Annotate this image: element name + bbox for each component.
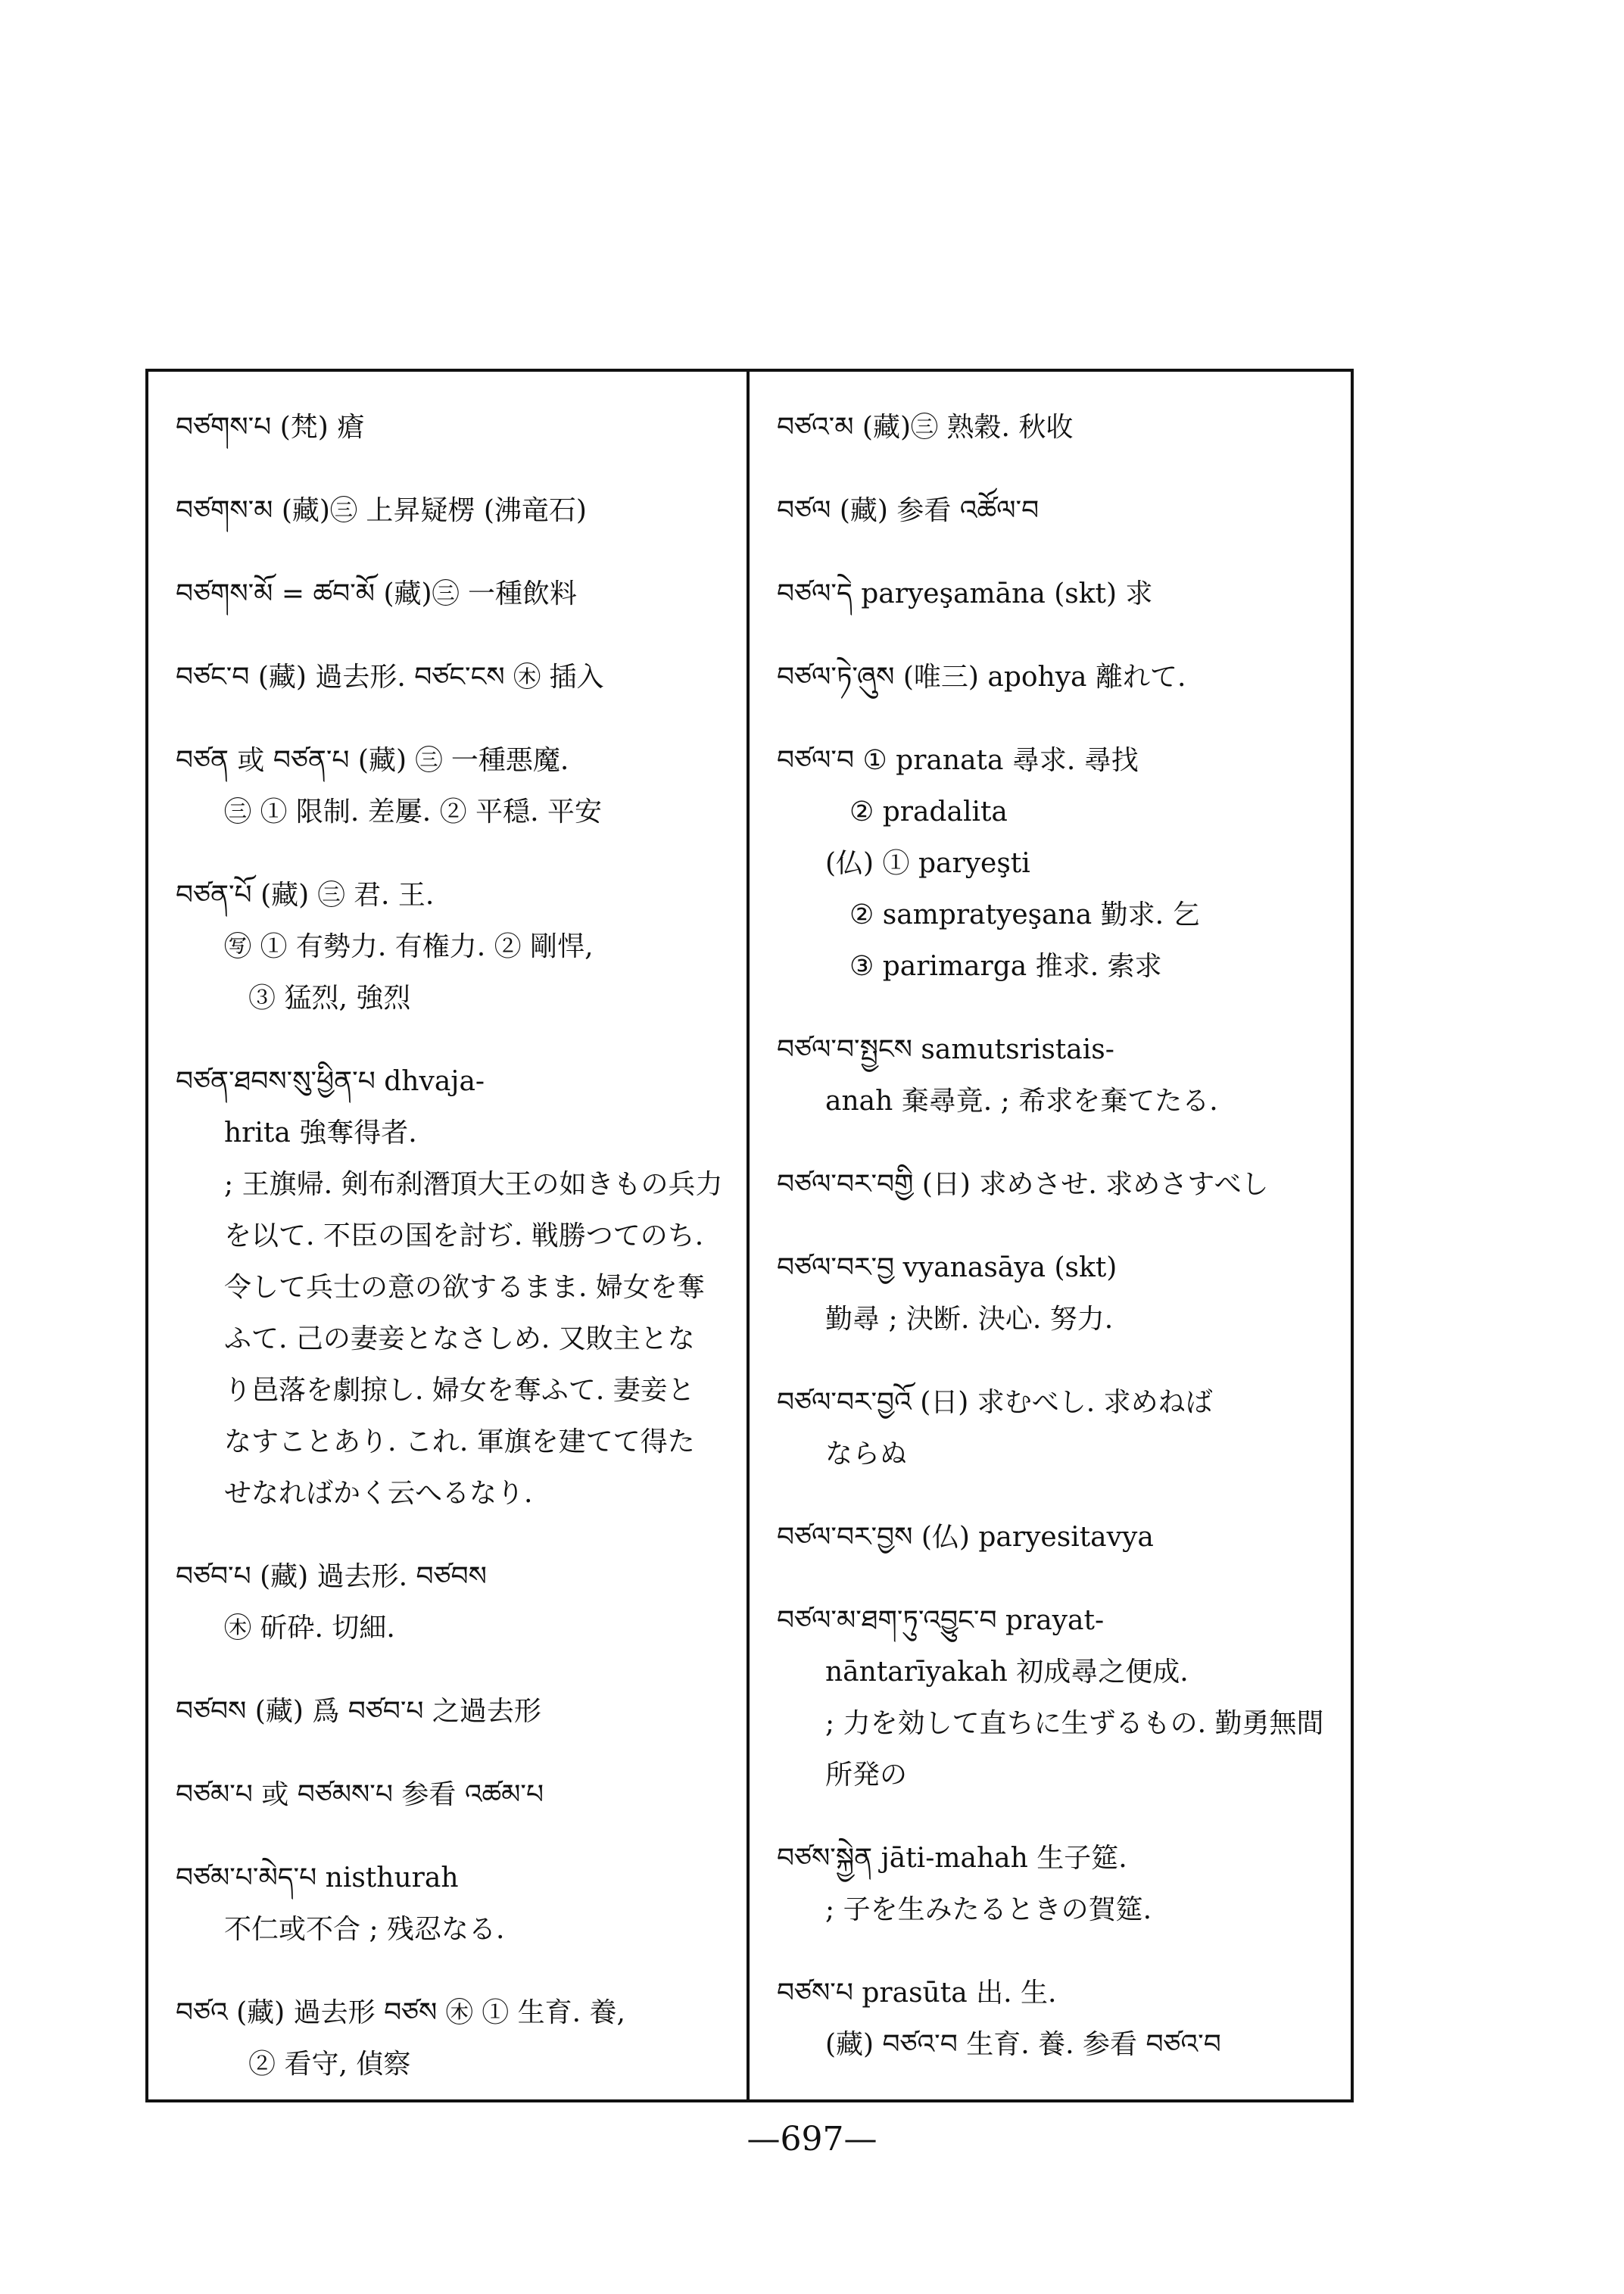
entry-definition-line: ㊢ ① 有勢力. 有権力. ② 剛悍, bbox=[224, 931, 594, 962]
entry-headword-line: བཙལ་བ ① pranata 尋求. 尋找 bbox=[777, 745, 1139, 776]
entry-definition-line: nāntarīyakah 初成尋之便成. bbox=[825, 1657, 1189, 1688]
dictionary-entry bbox=[777, 1242, 1336, 1345]
dictionary-entry bbox=[176, 735, 731, 838]
dictionary-entry bbox=[777, 1024, 1336, 1127]
dictionary-entry bbox=[777, 1833, 1336, 1936]
dictionary-entry bbox=[176, 1987, 731, 2090]
entry-headword-line: བཙལ་བ་སྤྱངས samutsristais- bbox=[777, 1034, 1114, 1065]
dictionary-entry bbox=[777, 1595, 1336, 1801]
entry-headword-line: བཙལ་དེ paryeşamāna (skt) 求 bbox=[777, 578, 1153, 609]
entry-definition-line: ; 子を生みたるときの賀筵. bbox=[825, 1894, 1152, 1925]
dictionary-entry bbox=[777, 402, 1336, 454]
entry-definition-line: anah 棄尋竟. ; 希求を棄てたる. bbox=[825, 1086, 1218, 1117]
entry-headword-line: བཙལ་ཏེ་ཞུས (唯三) apohya 離れて. bbox=[777, 662, 1186, 693]
entry-headword-line: བཙལ་བར་བྱའོ (日) 求むべし. 求めねば bbox=[777, 1387, 1213, 1418]
dictionary-entry bbox=[176, 1551, 731, 1654]
entry-headword-line: བཙབ་པ (藏) 過去形. བཙབས bbox=[176, 1561, 487, 1592]
entry-definition-line: ③ parimarga 推求. 索求 bbox=[849, 951, 1162, 982]
entry-headword-line: བཙང་བ (藏) 過去形. བཙང་ངས ㊍ 插入 bbox=[176, 662, 604, 693]
dictionary-entry bbox=[176, 569, 731, 620]
entry-headword-line: བཙའ་མ (藏)㊂ 熟穀. 秋收 bbox=[777, 412, 1074, 443]
entry-headword-line: བཙལ་བར་བྱས (仏) paryesitavya bbox=[777, 1522, 1154, 1553]
entry-definition-line: ; 王旗帰. 剣布刹潛頂大王の如きもの兵力 bbox=[224, 1169, 723, 1200]
entry-headword-line: བཙན་ཐབས་སུ་ཕྱིན་པ dhvaja- bbox=[176, 1066, 485, 1097]
dictionary-entry bbox=[176, 1769, 731, 1821]
entry-headword-line: བཙལ་བར་བགྱི (日) 求めさせ. 求めさすべし bbox=[777, 1169, 1269, 1200]
entry-headword-line: བཙས་སྐྱེན jāti-mahah 生子筵. bbox=[777, 1843, 1127, 1874]
entry-headword-line: བཙགས་པ (梵) 瘡 bbox=[176, 412, 365, 443]
dictionary-entry bbox=[176, 1686, 731, 1738]
entry-definition-line: り邑落を劇掠し. 婦女を奪ふて. 妻妾と bbox=[224, 1375, 695, 1406]
entry-definition-line: ② 看守, 偵察 bbox=[248, 2049, 411, 2080]
page-number: —697— bbox=[747, 2120, 877, 2158]
entry-headword-line: བཙན་པོ (藏) ㊂ 君. 王. bbox=[176, 880, 435, 911]
entry-headword-line: བཙའ (藏) 過去形 བཙས ㊍ ① 生育. 養, bbox=[176, 1997, 626, 2028]
entry-headword-line: བཙམ་པ་མེད་པ nisthurah bbox=[176, 1862, 459, 1893]
entry-definition-line: せなればかく云へるなり. bbox=[224, 1478, 533, 1509]
entry-definition-line: ふて. 己の妻妾となさしめ. 又敗主とな bbox=[224, 1323, 695, 1354]
dictionary-entry bbox=[176, 485, 731, 537]
left-column bbox=[148, 372, 750, 2099]
dictionary-entry bbox=[176, 652, 731, 703]
entry-definition-line: hrita 強奪得者. bbox=[224, 1117, 417, 1149]
entry-definition-line: ② sampratyeşana 勤求. 乞 bbox=[849, 899, 1200, 930]
entry-headword-line: བཙལ་མ་ཐག་ཏུ་འབྱུང་བ prayat- bbox=[777, 1605, 1105, 1636]
entry-headword-line: བཙལ (藏) 参看 འཚོལ་བ bbox=[777, 495, 1040, 526]
entry-headword-line: བཙགས་མོ = ཚབ་མོ (藏)㊂ 一種飲料 bbox=[176, 578, 578, 609]
dictionary-entry bbox=[777, 1968, 1336, 2071]
entry-definition-line: (藏) བཙའ་བ 生育. 養. 参看 བཙའ་བ bbox=[825, 2029, 1221, 2060]
dictionary-entry bbox=[176, 1853, 731, 1956]
dictionary-entry bbox=[777, 652, 1336, 703]
dictionary-entry bbox=[777, 1512, 1336, 1563]
entry-definition-line: ; 力を効して直ちに生ずるもの. 勤勇無間 bbox=[825, 1708, 1324, 1739]
dictionary-entry bbox=[176, 870, 731, 1024]
right-column bbox=[750, 372, 1351, 2099]
entry-definition-line: (仏) ① paryeşti bbox=[825, 848, 1030, 879]
dictionary-entry bbox=[777, 569, 1336, 620]
entry-headword-line: བཙས་པ prasūta 出. 生. bbox=[777, 1978, 1057, 2009]
dictionary-page-frame bbox=[145, 369, 1354, 2102]
entry-definition-line: 所発の bbox=[825, 1759, 908, 1791]
entry-headword-line: བཙམ་པ 或 བཙམས་པ 参看 འཚམ་པ bbox=[176, 1779, 544, 1810]
entry-definition-line: 令して兵士の意の欲するまま. 婦女を奪 bbox=[224, 1272, 705, 1303]
dictionary-entry bbox=[176, 1056, 731, 1519]
dictionary-entry bbox=[777, 1377, 1336, 1480]
entry-headword-line: བཙལ་བར་བྱ vyanasāya (skt) bbox=[777, 1252, 1117, 1283]
entry-definition-line: 不仁或不合 ; 残忍なる. bbox=[224, 1914, 505, 1945]
entry-headword-line: བཙན 或 བཙན་པ (藏) ㊂ 一種悪魔. bbox=[176, 745, 569, 776]
entry-definition-line: 勤尋 ; 決断. 決心. 努力. bbox=[825, 1304, 1114, 1335]
entry-definition-line: ② pradalita bbox=[849, 796, 1008, 828]
entry-definition-line: ③ 猛烈, 強烈 bbox=[248, 983, 411, 1014]
entry-definition-line: ㊍ 斫砕. 切細. bbox=[224, 1613, 395, 1644]
entry-definition-line: を以て. 不臣の国を討ぢ. 戦勝つてのち. bbox=[224, 1220, 704, 1251]
entry-definition-line: ㊂ ① 限制. 差屢. ② 平穏. 平安 bbox=[224, 796, 602, 828]
dictionary-entry bbox=[777, 735, 1336, 993]
dictionary-entry bbox=[176, 402, 731, 454]
entry-definition-line: なすことあり. これ. 軍旗を建てて得た bbox=[224, 1426, 695, 1457]
entry-headword-line: བཙབས (藏) 爲 བཙབ་པ 之過去形 bbox=[176, 1696, 541, 1727]
entry-definition-line: ならぬ bbox=[825, 1438, 908, 1470]
dictionary-entry bbox=[777, 485, 1336, 537]
dictionary-entry bbox=[777, 1159, 1336, 1211]
entry-headword-line: བཙགས་མ (藏)㊂ 上昇疑楞 (沸竜石) bbox=[176, 495, 587, 526]
